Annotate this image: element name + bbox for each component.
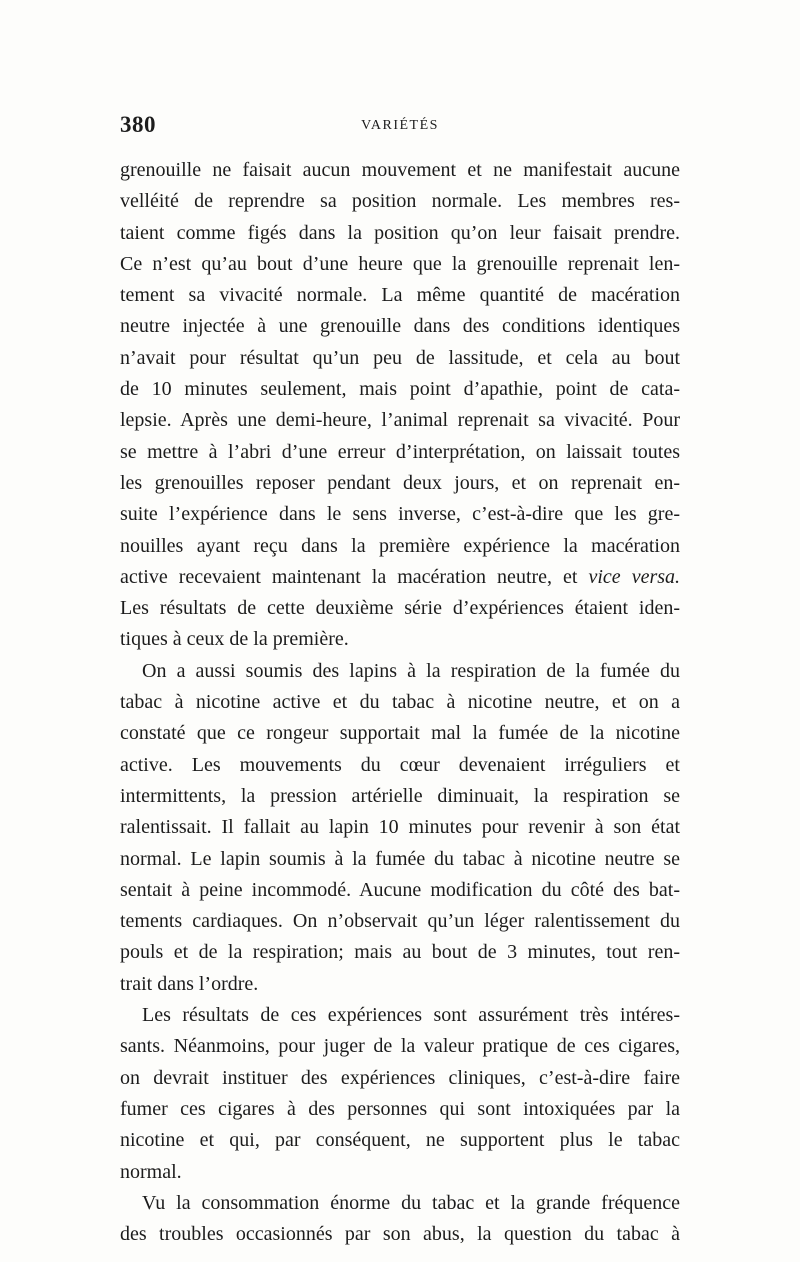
- text-line: on devrait instituer des expériences cliniques, c’est-à-dire faire: [120, 1066, 680, 1089]
- text-line-with-italic: [120, 562, 680, 593]
- text-line: pouls et de la respiration; mais au bout de 3 minutes, tout ren-: [120, 941, 680, 964]
- text-line: tement sa vivacité normale. La même quantité de macération: [120, 284, 680, 307]
- text-line: neutre injectée à une grenouille dans des conditions identiques: [120, 315, 680, 338]
- text-line: nouilles ayant reçu dans la première expérience la macération: [120, 534, 680, 557]
- text-line: tabac à nicotine active et du tabac à nicotine neutre, et on a: [120, 691, 680, 714]
- text-line: Ce n’est qu’au bout d’une heure que la grenouille reprenait len-: [120, 252, 680, 275]
- page-number: 380: [120, 112, 156, 137]
- text-line: lepsie. Après une demi-heure, l’animal reprenait sa vivacité. Pour: [120, 409, 680, 432]
- paragraph-start-line: On a aussi soumis des lapins à la respiration de la fumée du: [142, 659, 680, 682]
- running-title: VARIÉTÉS: [361, 118, 439, 133]
- paragraph-end-line: tiques à ceux de la première.: [120, 628, 349, 651]
- text-line: des troubles occasionnés par son abus, la question du tabac à: [120, 1223, 680, 1246]
- text-line: constaté que ce rongeur supportait mal la fumée de la nicotine: [120, 722, 680, 745]
- text-line: normal. Le lapin soumis à la fumée du tabac à nicotine neutre se: [120, 847, 680, 870]
- paragraph-end-line: normal.: [120, 1160, 182, 1183]
- text-line: grenouille ne faisait aucun mouvement et ne manifestait aucune: [120, 159, 680, 181]
- text-line: fumer ces cigares à des personnes qui sont intoxiquées par la: [120, 1097, 680, 1120]
- text-line: sants. Néanmoins, pour juger de la valeur pratique de ces cigares,: [120, 1035, 680, 1058]
- text-line: active. Les mouvements du cœur devenaient irréguliers et: [120, 753, 680, 776]
- text-line: intermittents, la pression artérielle diminuait, la respiration se: [120, 784, 680, 807]
- text-line: suite l’expérience dans le sens inverse, c’est-à-dire que les gre-: [120, 503, 680, 526]
- text-line: se mettre à l’abri d’une erreur d’interprétation, on laissait toutes: [120, 440, 680, 463]
- text-line: n’avait pour résultat qu’un peu de lassitude, et cela au bout: [120, 346, 680, 369]
- text-line: tements cardiaques. On n’observait qu’un léger ralentissement du: [120, 910, 680, 933]
- text-line: sentait à peine incommodé. Aucune modification du côté des bat-: [120, 878, 680, 901]
- text-line: de 10 minutes seulement, mais point d’apathie, point de cata-: [120, 378, 680, 401]
- paragraph-end-line: trait dans l’ordre.: [120, 972, 259, 995]
- text-line: ralentissait. Il fallait au lapin 10 minutes pour revenir à son état: [120, 816, 680, 839]
- paragraph-start-line: Les résultats de ces expériences sont assurément très intéres-: [142, 1004, 680, 1027]
- text-line: Les résultats de cette deuxième série d’expériences étaient iden-: [120, 597, 680, 620]
- text-line: velléité de reprendre sa position normale. Les membres res-: [120, 190, 680, 213]
- text-line: les grenouilles reposer pendant deux jours, et on reprenait en-: [120, 471, 680, 494]
- text-line: active recevaient maintenant la macération neutre, et: [120, 565, 578, 588]
- body-text: [120, 155, 680, 1250]
- italic-phrase: vice versa.: [588, 565, 680, 588]
- paragraph-start-line: Vu la consommation énorme du tabac et la grande fréquence: [142, 1191, 680, 1214]
- text-line: nicotine et qui, par conséquent, ne supportent plus le tabac: [120, 1129, 680, 1152]
- text-line: taient comme figés dans la position qu’on leur faisait prendre.: [120, 221, 680, 244]
- running-head: [120, 112, 680, 142]
